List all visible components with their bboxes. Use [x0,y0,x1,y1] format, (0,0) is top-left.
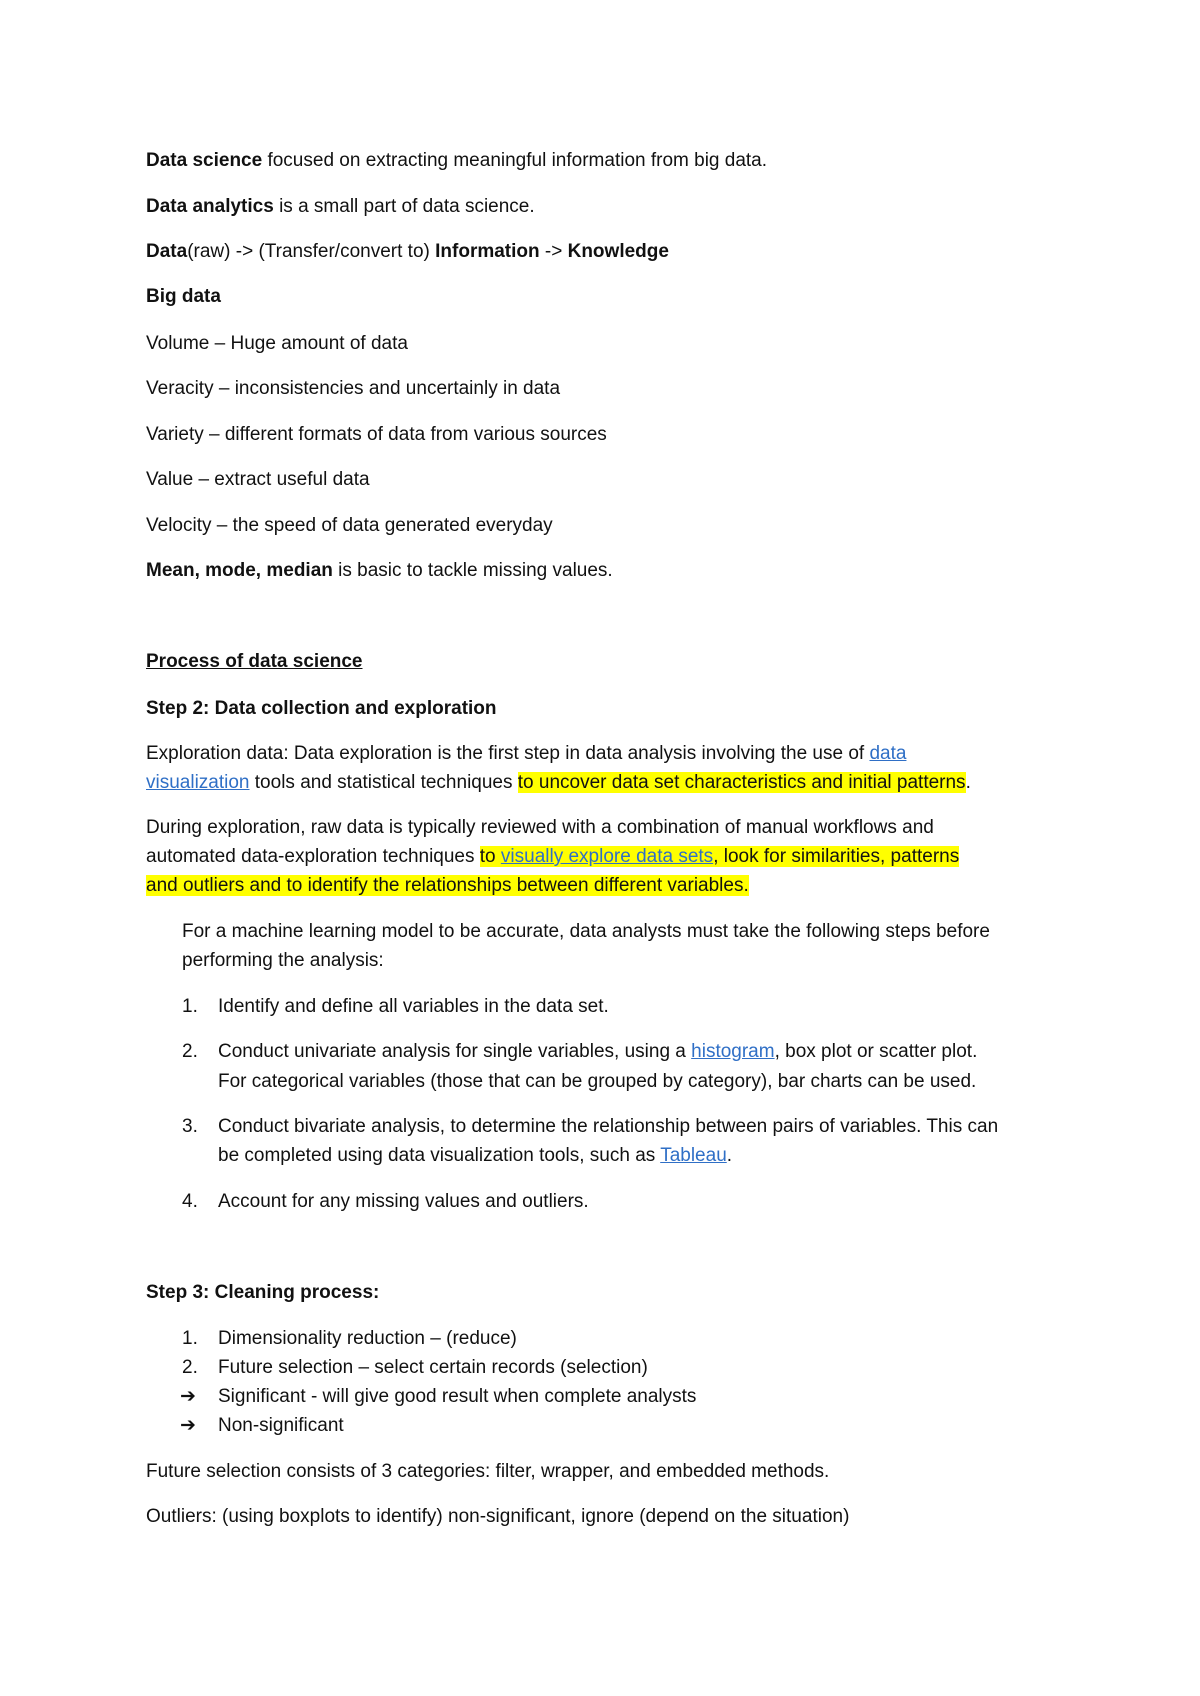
visually-explore-link[interactable]: visually explore data sets [500,846,714,867]
exploration-text-b: tools and statistical techniques [249,772,518,793]
exploration-p2-line-3 [146,872,749,900]
list-text-a: be completed using data visualization tools, such as [218,1145,661,1166]
exploration-p2-highlight-line3: and outliers and to identify the relationships between different variables. [146,875,749,896]
data-analytics-term: Data analytics [146,196,274,217]
data-visualization-link[interactable]: data [869,743,907,764]
list-text-b: , box plot or scatter plot. [774,1041,978,1062]
histogram-link[interactable]: histogram [691,1041,775,1062]
flow-mid: (raw) -> (Transfer/convert to) [187,241,436,262]
exploration-p2-line-1: During exploration, raw data is typically reviewed with a combination of manual workflows and [146,817,934,838]
exploration-highlight: to uncover data set characteristics and initial patterns [517,772,966,793]
exploration-end: . [965,772,971,793]
big-data-item-velocity: Velocity – the speed of data generated everyday [146,515,553,536]
process-heading: Process of data science [146,651,363,672]
mean-mode-median-text: is basic to tackle missing values. [332,560,613,581]
tableau-link[interactable]: Tableau [660,1145,727,1166]
list-text: Future selection – select certain records (selection) [218,1357,648,1378]
data-science-line [146,147,767,175]
big-data-item-value: Value – extract useful data [146,469,370,490]
arrow-right-icon: ➔ [180,1415,196,1436]
data-science-term: Data science [146,150,263,171]
list-item-continuation [218,1142,732,1170]
step2-heading: Step 2: Data collection and exploration [146,698,497,719]
exploration-p2-to: to [479,846,501,867]
data-analytics-line [146,193,535,221]
arrow-right-icon: ➔ [180,1386,196,1407]
mean-mode-median-line [146,557,613,585]
exploration-p2-highlight-rest: , look for similarities, patterns [713,846,960,867]
big-data-heading: Big data [146,286,221,307]
list-number: 4. [182,1191,198,1212]
list-text [218,1038,977,1066]
ml-line-1: For a machine learning model to be accurate, data analysts must take the following steps before [182,921,990,942]
big-data-item-veracity: Veracity – inconsistencies and uncertainly in data [146,378,561,399]
future-selection-line: Future selection consists of 3 categories: filter, wrapper, and embedded methods. [146,1461,830,1482]
list-text: Conduct bivariate analysis, to determine the relationship between pairs of variables. This can [218,1116,999,1137]
list-item-continuation: For categorical variables (those that can be grouped by category), bar charts can be used. [218,1071,977,1092]
step3-heading: Step 3: Cleaning process: [146,1282,380,1303]
list-number: 1. [182,1328,198,1349]
list-number: 1. [182,996,198,1017]
exploration-text-a: Exploration data: Data exploration is the first step in data analysis involving the use of [146,743,870,764]
ml-line-2: performing the analysis: [182,950,384,971]
big-data-item-volume: Volume – Huge amount of data [146,333,408,354]
list-text: Account for any missing values and outliers. [218,1191,589,1212]
list-text: Significant - will give good result when complete analysts [218,1386,697,1407]
list-text: Identify and define all variables in the data set. [218,996,609,1017]
data-flow-line [146,238,669,266]
flow-knowledge: Knowledge [567,241,669,262]
mean-mode-median-term: Mean, mode, median [146,560,333,581]
outliers-line: Outliers: (using boxplots to identify) non-significant, ignore (depend on the situation) [146,1506,850,1527]
list-text: Non-significant [218,1415,344,1436]
flow-data: Data [146,241,188,262]
data-science-text: focused on extracting meaningful information from big data. [262,150,768,171]
list-number: 2. [182,1041,198,1062]
list-text-b: . [726,1145,733,1166]
data-visualization-link-cont[interactable]: visualization [146,772,250,793]
data-analytics-text: is a small part of data science. [273,196,535,217]
exploration-p2-highlight [480,846,959,867]
list-text: Dimensionality reduction – (reduce) [218,1328,517,1349]
flow-arrow: -> [539,241,568,262]
list-number: 2. [182,1357,198,1378]
list-text-a: Conduct univariate analysis for single variables, using a [218,1041,692,1062]
exploration-line-1 [146,740,906,768]
big-data-item-variety: Variety – different formats of data from various sources [146,424,607,445]
exploration-line-2 [146,769,971,797]
list-number: 3. [182,1116,198,1137]
exploration-p2-line-2 [146,843,959,871]
exploration-p2-text: automated data-exploration techniques [146,846,480,867]
flow-information: Information [435,241,540,262]
